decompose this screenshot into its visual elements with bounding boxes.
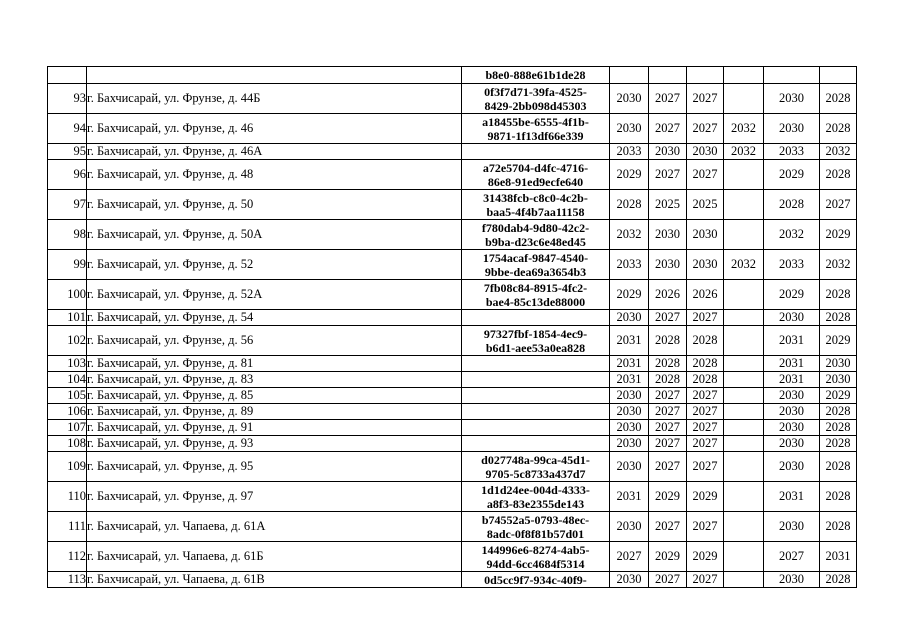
year-cell: 2030: [820, 372, 857, 388]
year-cell: 2030: [764, 572, 820, 588]
guid-line: b8e0-888e61b1de28: [485, 68, 586, 82]
year-cell: 2028: [820, 572, 857, 588]
year-cell: 2029: [820, 220, 857, 250]
year-cell: [820, 67, 857, 84]
guid-cell: [462, 404, 610, 420]
year-cell: 2027: [687, 436, 724, 452]
table-row: [48, 436, 857, 452]
year-cell: 2028: [820, 114, 857, 144]
year-cell: 2028: [610, 190, 649, 220]
year-cell: 2032: [820, 250, 857, 280]
row-number: 93: [48, 84, 87, 114]
row-number: 105: [48, 388, 87, 404]
year-cell: [687, 67, 724, 84]
year-cell: 2030: [610, 572, 649, 588]
guid-cell: [462, 280, 610, 310]
year-cell: 2030: [764, 310, 820, 326]
guid-line: f780dab4-9d80-42c2-: [481, 220, 590, 235]
year-cell: 2033: [764, 144, 820, 160]
year-cell: 2029: [687, 482, 724, 512]
guid-line: 86e8-91ed9ecfe640: [487, 174, 584, 189]
year-cell: 2028: [820, 160, 857, 190]
row-number: 107: [48, 420, 87, 436]
guid-cell: [462, 512, 610, 542]
guid-cell: [462, 572, 610, 588]
year-cell: [724, 220, 764, 250]
year-cell: 2029: [820, 326, 857, 356]
guid-cell: [462, 356, 610, 372]
year-cell: 2031: [764, 482, 820, 512]
year-cell: 2027: [649, 310, 687, 326]
guid-line: baa5-4f4b7aa11158: [486, 204, 585, 219]
year-cell: 2028: [649, 356, 687, 372]
year-cell: [649, 67, 687, 84]
year-cell: 2030: [764, 452, 820, 482]
table-row: [48, 512, 857, 542]
row-number: 106: [48, 404, 87, 420]
guid-line: a8f3-83e2355de143: [486, 496, 585, 511]
address-cell: г. Бахчисарай, ул. Фрунзе, д. 54: [87, 310, 462, 326]
address-cell: г. Бахчисарай, ул. Фрунзе, д. 50: [87, 190, 462, 220]
year-cell: [724, 420, 764, 436]
year-cell: 2030: [764, 420, 820, 436]
year-cell: 2028: [764, 190, 820, 220]
guid-line: 1d1d24ee-004d-4333-: [481, 482, 590, 497]
year-cell: 2030: [687, 250, 724, 280]
row-number: 104: [48, 372, 87, 388]
year-cell: 2027: [687, 572, 724, 588]
year-cell: 2029: [764, 160, 820, 190]
guid-cell: [462, 160, 610, 190]
year-cell: 2028: [820, 280, 857, 310]
address-cell: г. Бахчисарай, ул. Фрунзе, д. 44Б: [87, 84, 462, 114]
year-cell: 2029: [649, 482, 687, 512]
year-cell: 2027: [687, 404, 724, 420]
row-number: 98: [48, 220, 87, 250]
year-cell: 2027: [649, 114, 687, 144]
row-number: 94: [48, 114, 87, 144]
year-cell: [724, 310, 764, 326]
year-cell: 2025: [649, 190, 687, 220]
year-cell: 2027: [649, 404, 687, 420]
year-cell: 2029: [610, 160, 649, 190]
guid-line: 97327fbf-1854-4ec9-: [483, 326, 588, 341]
guid-cell: [462, 84, 610, 114]
year-cell: 2030: [764, 404, 820, 420]
year-cell: [724, 388, 764, 404]
table-row: [48, 250, 857, 280]
address-cell: г. Бахчисарай, ул. Фрунзе, д. 85: [87, 388, 462, 404]
year-cell: 2032: [610, 220, 649, 250]
year-cell: [610, 67, 649, 84]
year-cell: 2028: [820, 512, 857, 542]
year-cell: 2030: [649, 144, 687, 160]
year-cell: 2027: [649, 512, 687, 542]
address-cell: г. Бахчисарай, ул. Фрунзе, д. 83: [87, 372, 462, 388]
guid-line: 31438fcb-c8c0-4c2b-: [483, 190, 588, 205]
guid-line: 144996e6-8274-4ab5-: [481, 542, 590, 557]
guid-line: 9871-1f13df66e339: [487, 128, 584, 143]
guid-line: 9bbe-dea69a3654b3: [484, 264, 587, 279]
address-cell: г. Бахчисарай, ул. Фрунзе, д. 52А: [87, 280, 462, 310]
year-cell: [724, 404, 764, 420]
guid-line: bae4-85c13de88000: [485, 294, 586, 309]
year-cell: 2033: [764, 250, 820, 280]
year-cell: 2027: [687, 452, 724, 482]
row-number: 113: [48, 572, 87, 588]
year-cell: [724, 452, 764, 482]
address-cell: [87, 67, 462, 84]
year-cell: 2026: [687, 280, 724, 310]
guid-cell: [462, 326, 610, 356]
year-cell: 2030: [649, 220, 687, 250]
guid-line: d027748a-99ca-45d1-: [481, 452, 590, 467]
year-cell: 2028: [687, 356, 724, 372]
year-cell: [724, 436, 764, 452]
table-row: [48, 144, 857, 160]
year-cell: 2031: [610, 326, 649, 356]
year-cell: 2031: [610, 482, 649, 512]
year-cell: 2027: [764, 542, 820, 572]
table-row: [48, 572, 857, 588]
address-cell: г. Бахчисарай, ул. Чапаева, д. 61Б: [87, 542, 462, 572]
year-cell: 2028: [820, 452, 857, 482]
address-cell: г. Бахчисарай, ул. Фрунзе, д. 50А: [87, 220, 462, 250]
table-row: [48, 160, 857, 190]
year-cell: 2032: [820, 144, 857, 160]
guid-cell: [462, 482, 610, 512]
year-cell: 2028: [820, 436, 857, 452]
row-number: 103: [48, 356, 87, 372]
year-cell: 2032: [724, 250, 764, 280]
address-cell: г. Бахчисарай, ул. Фрунзе, д. 52: [87, 250, 462, 280]
year-cell: [724, 326, 764, 356]
year-cell: 2029: [820, 388, 857, 404]
year-cell: 2030: [764, 114, 820, 144]
year-cell: 2027: [687, 160, 724, 190]
address-cell: г. Бахчисарай, ул. Фрунзе, д. 89: [87, 404, 462, 420]
year-cell: 2027: [649, 160, 687, 190]
year-cell: [724, 190, 764, 220]
guid-cell: [462, 250, 610, 280]
address-cell: г. Бахчисарай, ул. Фрунзе, д. 91: [87, 420, 462, 436]
year-cell: 2027: [687, 512, 724, 542]
guid-line: b6d1-aee53a0ea828: [485, 340, 586, 355]
year-cell: 2028: [820, 420, 857, 436]
year-cell: 2028: [687, 326, 724, 356]
address-cell: г. Бахчисарай, ул. Фрунзе, д. 46: [87, 114, 462, 144]
year-cell: 2027: [649, 84, 687, 114]
table-row: [48, 326, 857, 356]
year-cell: 2031: [764, 372, 820, 388]
year-cell: 2026: [649, 280, 687, 310]
year-cell: 2028: [820, 482, 857, 512]
year-cell: 2031: [820, 542, 857, 572]
guid-line: 0d5cc9f7-934c-40f9-: [484, 572, 587, 587]
table-row: [48, 388, 857, 404]
table-row: [48, 542, 857, 572]
row-number: 102: [48, 326, 87, 356]
year-cell: 2030: [764, 512, 820, 542]
row-number: 100: [48, 280, 87, 310]
year-cell: [724, 542, 764, 572]
year-cell: [724, 512, 764, 542]
row-number: [48, 67, 87, 84]
address-cell: г. Бахчисарай, ул. Чапаева, д. 61В: [87, 572, 462, 588]
year-cell: 2027: [687, 420, 724, 436]
table-row: [48, 190, 857, 220]
year-cell: 2028: [687, 372, 724, 388]
year-cell: 2029: [649, 542, 687, 572]
row-number: 101: [48, 310, 87, 326]
year-cell: 2028: [820, 404, 857, 420]
table-row: [48, 220, 857, 250]
year-cell: 2030: [610, 420, 649, 436]
guid-line: 94dd-6cc4684f5314: [486, 556, 585, 571]
year-cell: 2031: [610, 372, 649, 388]
year-cell: 2033: [610, 250, 649, 280]
housing-table: [47, 66, 857, 588]
year-cell: 2030: [820, 356, 857, 372]
guid-cell: [462, 452, 610, 482]
year-cell: 2027: [687, 114, 724, 144]
year-cell: [724, 356, 764, 372]
guid-cell: [462, 310, 610, 326]
address-cell: г. Бахчисарай, ул. Фрунзе, д. 46А: [87, 144, 462, 160]
row-number: 99: [48, 250, 87, 280]
guid-cell: [462, 190, 610, 220]
year-cell: 2032: [724, 144, 764, 160]
guid-cell: [462, 114, 610, 144]
guid-line: b9ba-d23c6e48ed45: [485, 234, 586, 249]
table-row: [48, 372, 857, 388]
year-cell: [764, 67, 820, 84]
guid-cell: [462, 420, 610, 436]
guid-cell: [462, 67, 610, 84]
guid-cell: [462, 436, 610, 452]
year-cell: 2027: [649, 420, 687, 436]
table-row: [48, 404, 857, 420]
year-cell: 2033: [610, 144, 649, 160]
year-cell: 2027: [649, 452, 687, 482]
year-cell: 2030: [649, 250, 687, 280]
year-cell: 2027: [687, 310, 724, 326]
year-cell: 2032: [724, 114, 764, 144]
year-cell: 2031: [764, 326, 820, 356]
guid-line: 9705-5c8733a437d7: [485, 466, 586, 481]
year-cell: 2027: [687, 84, 724, 114]
year-cell: 2027: [687, 388, 724, 404]
year-cell: [724, 67, 764, 84]
table-row: [48, 482, 857, 512]
year-cell: [724, 482, 764, 512]
year-cell: 2027: [820, 190, 857, 220]
year-cell: 2030: [610, 114, 649, 144]
year-cell: [724, 84, 764, 114]
year-cell: 2027: [649, 572, 687, 588]
year-cell: 2030: [764, 436, 820, 452]
row-number: 112: [48, 542, 87, 572]
guid-line: 0f3f7d71-39fa-4525-: [484, 84, 587, 99]
row-number: 95: [48, 144, 87, 160]
year-cell: 2028: [820, 84, 857, 114]
guid-line: b74552a5-0793-48ec-: [481, 512, 590, 527]
row-number: 96: [48, 160, 87, 190]
year-cell: 2028: [649, 372, 687, 388]
row-number: 110: [48, 482, 87, 512]
table-row: [48, 114, 857, 144]
year-cell: [724, 372, 764, 388]
address-cell: г. Бахчисарай, ул. Фрунзе, д. 56: [87, 326, 462, 356]
address-cell: г. Бахчисарай, ул. Фрунзе, д. 93: [87, 436, 462, 452]
year-cell: 2031: [610, 356, 649, 372]
table-row: [48, 310, 857, 326]
year-cell: 2029: [687, 542, 724, 572]
table-body: [48, 67, 857, 588]
guid-line: 1754acaf-9847-4540-: [482, 250, 589, 265]
year-cell: 2027: [610, 542, 649, 572]
guid-cell: [462, 220, 610, 250]
guid-line: 8adc-0f8f81b57d01: [486, 526, 585, 541]
table-row: [48, 452, 857, 482]
address-cell: г. Бахчисарай, ул. Фрунзе, д. 95: [87, 452, 462, 482]
guid-line: 7fb08c84-8915-4fc2-: [483, 280, 588, 295]
row-number: 97: [48, 190, 87, 220]
year-cell: [724, 280, 764, 310]
address-cell: г. Бахчисарай, ул. Фрунзе, д. 81: [87, 356, 462, 372]
address-cell: г. Бахчисарай, ул. Фрунзе, д. 97: [87, 482, 462, 512]
year-cell: 2031: [764, 356, 820, 372]
guid-cell: [462, 144, 610, 160]
table-row: [48, 84, 857, 114]
guid-line: 8429-2bb098d45303: [484, 98, 587, 113]
year-cell: 2030: [764, 84, 820, 114]
year-cell: 2030: [610, 452, 649, 482]
year-cell: 2029: [610, 280, 649, 310]
year-cell: 2030: [610, 436, 649, 452]
table-row: [48, 280, 857, 310]
year-cell: 2030: [687, 144, 724, 160]
year-cell: 2025: [687, 190, 724, 220]
table-row: [48, 420, 857, 436]
table-row: [48, 67, 857, 84]
year-cell: 2030: [764, 388, 820, 404]
year-cell: 2030: [610, 512, 649, 542]
year-cell: 2029: [764, 280, 820, 310]
year-cell: [724, 572, 764, 588]
year-cell: 2030: [610, 388, 649, 404]
year-cell: 2027: [649, 388, 687, 404]
row-number: 109: [48, 452, 87, 482]
year-cell: 2030: [610, 404, 649, 420]
guid-line: a18455be-6555-4f1b-: [482, 114, 589, 129]
row-number: 111: [48, 512, 87, 542]
guid-line: a72e5704-d4fc-4716-: [482, 160, 589, 175]
address-cell: г. Бахчисарай, ул. Чапаева, д. 61А: [87, 512, 462, 542]
year-cell: 2030: [687, 220, 724, 250]
guid-cell: [462, 388, 610, 404]
table-row: [48, 356, 857, 372]
year-cell: 2028: [649, 326, 687, 356]
guid-cell: [462, 372, 610, 388]
year-cell: 2030: [610, 84, 649, 114]
guid-cell: [462, 542, 610, 572]
address-cell: г. Бахчисарай, ул. Фрунзе, д. 48: [87, 160, 462, 190]
year-cell: 2032: [764, 220, 820, 250]
year-cell: 2027: [649, 436, 687, 452]
row-number: 108: [48, 436, 87, 452]
year-cell: 2030: [610, 310, 649, 326]
year-cell: [724, 160, 764, 190]
year-cell: 2028: [820, 310, 857, 326]
